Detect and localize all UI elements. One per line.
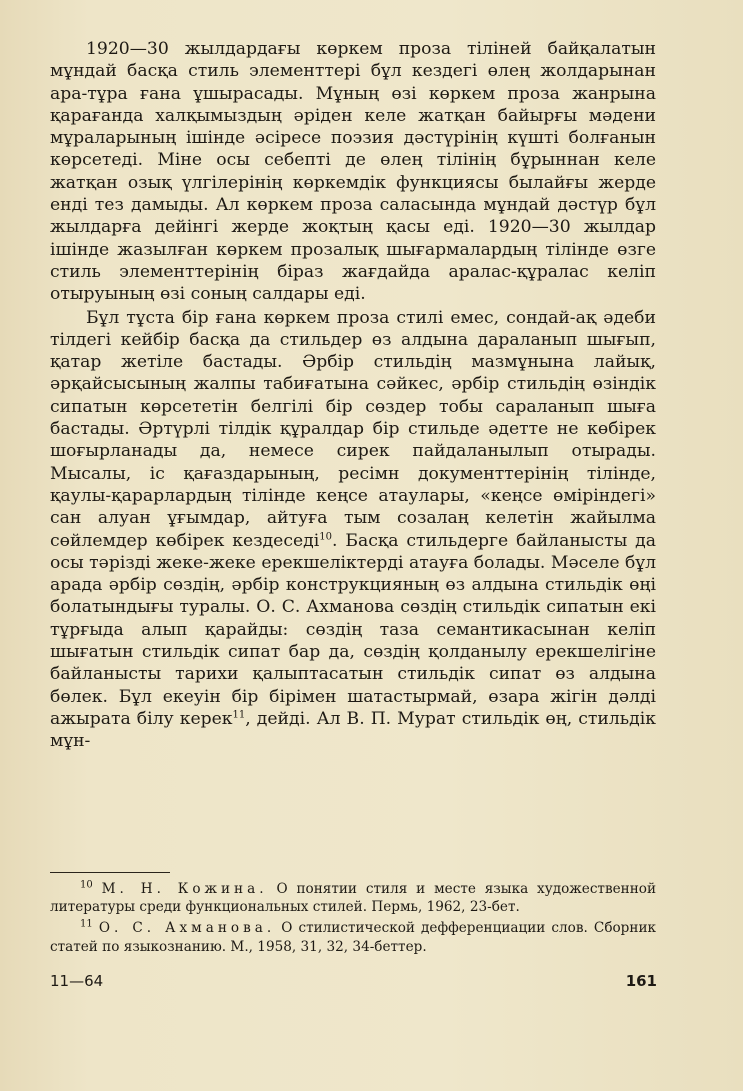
paragraph-1: 1920—30 жылдардағы көркем проза тіліней байқалатын мұндай басқа стиль элементтері бұл кездегі өлең жолдарынан ара-тұра ғана ұшырасады. Мұның өзі көркем проза жанрына қарағанда халқымыздың әріден келе жатқан байырғы мәдени мұраларының ішінде әсіресе поэзия дәстүрінің күшті болғанын көрсетеді. Міне осы себепті де өлең тілінің бұрыннан келе жатқан озық үлгілерінің көркемдік функциясы былайғы жерде енді тез дамыды. Ал көркем проза саласында мұндай дәстүр бұл жылдарға дейінгі жерде жоқтың қасы еді. 1920—30 жылдар ішінде жазылған көркем прозалық шығармалардың тілінде өзге стиль элементтерінің біраз жағдайда аралас-құралас келіп отыруының өзі соның салдары еді. — [50, 39, 656, 305]
main-text — [50, 38, 656, 753]
footnote-10 — [50, 880, 656, 916]
footnote-author: О. С. Ахманова. — [98, 920, 276, 937]
footnote-author: М. Н. Кожина. — [101, 881, 268, 897]
footnote-text: О понятии стиля и месте языка художественной литературы среди функциональных стилей. Пермь, 1962, 23-бет. — [50, 881, 657, 916]
footnote-11 — [50, 919, 656, 955]
paragraph-2: Бұл тұста бір ғана көркем проза стилі емес, сондай-ақ әдеби тілдегі кейбір басқа да стильдер өз алдына дараланып шығып, қатар жетіле бастады. Әрбір стильдің мазмұнына лайық, әрқайсысының жалпы табиғатына сәйкес, әрбір стильдің өзіндік сипатын көрсететін белгілі бір сөздер тобы сараланып шыға бастады. Әртүрлі тілдік құралдар бір стильде әдетте не көбірек шоғырланады да, немесе сирек пайдаланылып отырады. Мысалы, іс қағаздарының, ресімн документтерінің тілінде, қаулы-қарарлардың тілінде кеңсе атаулары, «кеңсе өміріндегі» сан алуан ұғымдар, айтуға тым созалаң келетін жайылма сөйлемдер көбірек кездеседі$^{10}$. Басқа стильдерге байланысты да осы тәрізді жеке-жеке ерекшеліктерді атауға болады. Мәселе бұл арада әрбір сөздің, әрбір конструкцияның өз алдына стильдік өңі болатындығы туралы. О. С. Ахманова сөздің стильдік сипатын екі тұрғыда алып қарайды: сөздің таза семантикасынан келіп шығатын стильдік сипат бар да, сөздің қолданылу ерекшелігіне байланысты тарихи қалыптасатын стильдік сипат өз алдына бөлек. Бұл екеуін бір бірімен шатастырмай, өзара жігін дәлді ажырата білу керек$^{11}$, дейді. Ал В. П. Мурат стильдік өң, стильдік мұн- — [50, 307, 657, 752]
footnote-divider — [50, 872, 170, 873]
footnote-ref-10: 10 — [319, 530, 332, 542]
footnotes — [50, 880, 656, 956]
printer-signature: 11—64 — [50, 972, 104, 990]
footnote-marker: 11 — [80, 918, 93, 930]
footnote-marker: 10 — [80, 879, 93, 891]
page-number: 161 — [625, 972, 657, 990]
footnote-ref-11: 11 — [232, 709, 246, 721]
footnote-text: О стилистической дефференциации слов. Сборник статей по языкознанию. М., 1958, 31, 32, 34-беттер. — [50, 920, 657, 955]
